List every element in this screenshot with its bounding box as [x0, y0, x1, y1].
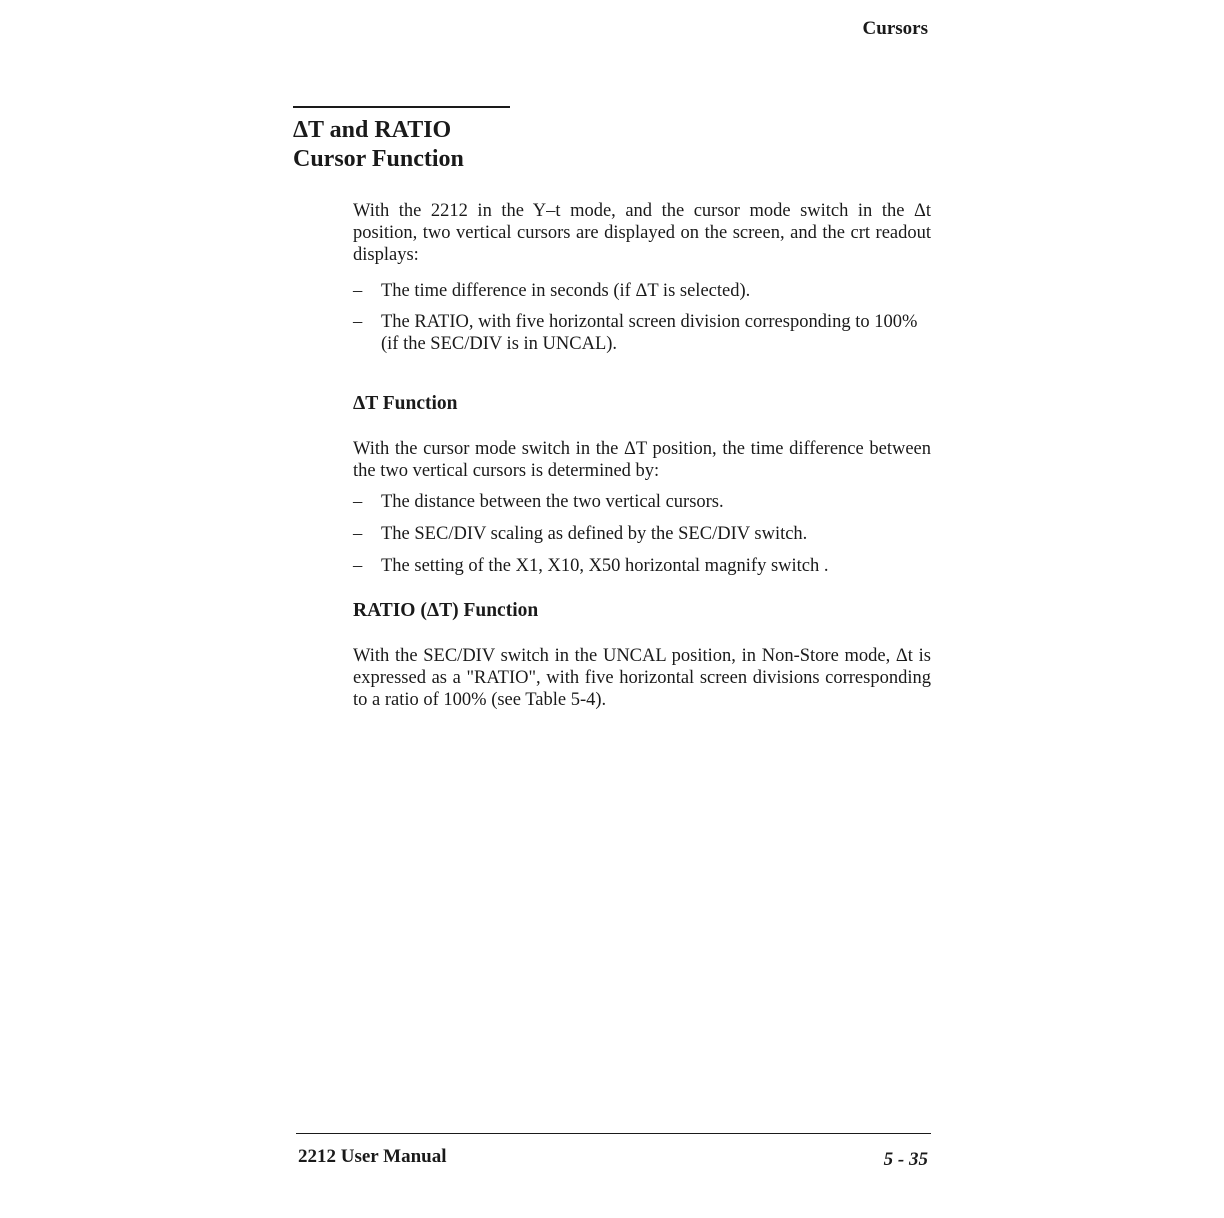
ratio-function-block [353, 645, 931, 711]
footer-manual-title: 2212 User Manual [298, 1146, 447, 1167]
ratio-function-heading: RATIO (ΔT) Function [353, 600, 539, 621]
list-item-text: The setting of the X1, X10, X50 horizontal magnify switch . [381, 556, 829, 576]
bullet-dash: – [353, 524, 363, 544]
section-title [293, 116, 464, 174]
dt-function-bullet-list [353, 491, 931, 577]
list-item [353, 523, 931, 545]
running-header: Cursors [862, 18, 928, 39]
section-title-line-2: Cursor Function [293, 146, 464, 172]
bullet-dash: – [353, 492, 363, 512]
dt-function-block [353, 438, 931, 577]
list-item-text: The distance between the two vertical cursors. [381, 492, 724, 512]
intro-paragraph: With the 2212 in the Y–t mode, and the cursor mode switch in the Δt position, two vertical cursors are displayed on the screen, and the crt readout displays: [353, 201, 931, 265]
bullet-dash: – [353, 312, 363, 332]
dt-function-paragraph: With the cursor mode switch in the ΔT position, the time difference between the two vertical cursors is determined by: [353, 439, 931, 481]
list-item-text: The RATIO, with five horizontal screen division corresponding to 100%(if the SEC/DIV is in UNCAL). [381, 312, 918, 354]
bullet-dash: – [353, 556, 363, 576]
list-item [353, 491, 931, 513]
bullet-dash: – [353, 281, 363, 301]
title-rule [293, 106, 510, 108]
ratio-function-paragraph: With the SEC/DIV switch in the UNCAL position, in Non-Store mode, Δt is expressed as a "RATIO", with five horizontal screen divisions corresponding to a ratio of 100% (see Table 5-4). [353, 646, 931, 710]
list-item-text: The time difference in seconds (if ΔT is selected). [381, 281, 751, 301]
page-number: 5 - 35 [883, 1149, 928, 1170]
intro-bullet-list [353, 280, 931, 355]
list-item [353, 311, 931, 355]
intro-block [353, 200, 931, 355]
dt-function-heading: ΔT Function [353, 393, 458, 414]
section-title-line-1: ΔT and RATIO [293, 117, 452, 143]
list-item-text: The SEC/DIV scaling as defined by the SEC/DIV switch. [381, 524, 808, 544]
list-item [353, 280, 931, 302]
footer-rule [296, 1133, 931, 1134]
list-item [353, 555, 931, 577]
